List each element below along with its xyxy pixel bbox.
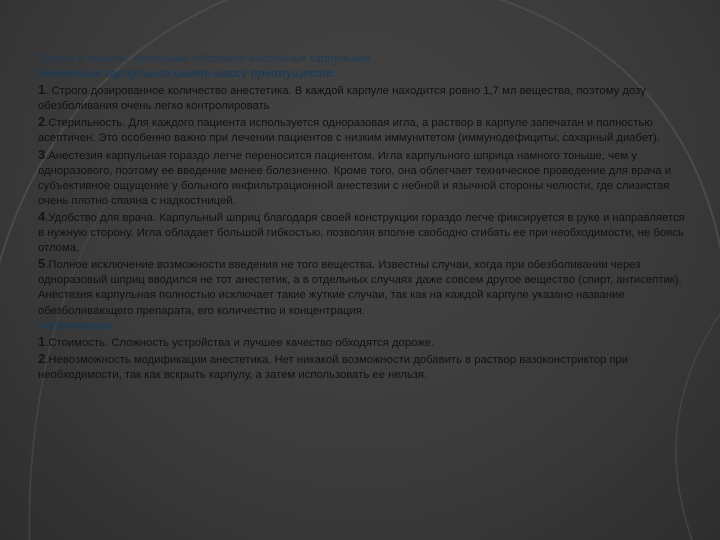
disadvantage-item: [38, 351, 690, 383]
item-text: .Стоимость. Сложность устройства и лучшее качество обходятся дороже.: [45, 336, 435, 349]
advantage-item: [38, 114, 690, 146]
advantage-item: [38, 256, 690, 318]
advantages-list: [38, 82, 690, 318]
item-number: 3: [38, 146, 46, 162]
item-number: 2: [38, 350, 46, 366]
slide-title: Плюсы и минусы, которыми обладает анестезия карпульная: [38, 53, 370, 65]
item-number: 5: [38, 256, 46, 272]
item-number: 1: [38, 333, 46, 349]
item-number: 1: [38, 82, 46, 98]
item-text: .Стерильность. Для каждого пациента используется одноразовая игла, а раствор в карпуле запечатан и полностью асептичен. Это особенно важно при лечении пациентов с низким иммунитетом (иммунодефициты, сахарный диабет).: [38, 117, 660, 145]
item-number: 4: [38, 208, 46, 224]
disadvantage-item: [38, 334, 690, 351]
item-text: .Удобство для врача. Карпульный шприц благодаря своей конструкции гораздо легче фиксируется в руке и направляется в нужную сторону. Игла обладает большой гибкостью, позволяя вполне свободно сгибать ее при необходимости, не боясь отлома.: [38, 211, 685, 255]
item-text: .Полное исключение возможности введения не того вещества. Известны случаи, когда при обезболивании через одноразовый шприц вводился не тот анестетик, а в отдельных случаях даже совсем другое вещество (спирт, антисептик). Анестезия карпульная полностью исключает такие жуткие случаи, так как на каждой карпуле указано название обезболивающего препарата, его количество и концентрация.: [38, 259, 682, 317]
item-text: . Строго дозированное количество анестетика. В каждой карпуле находится ровно 1,7 мл вещества, поэтому дозу обезболивания очень легко контролировать: [38, 85, 646, 113]
advantage-item: [38, 82, 690, 114]
item-number: 2: [38, 114, 46, 130]
item-text: .Невозможность модификации анестетика. Нет никакой возможности добавить в раствор вазоконстриктор при необходимости, так как вскрыть карпулу, а затем использовать ее нельзя.: [38, 353, 629, 381]
slide-content: [38, 52, 690, 383]
advantage-item: [38, 147, 690, 209]
disadvantages-heading: Недостатки:: [38, 319, 116, 332]
advantage-item: [38, 209, 690, 256]
disadvantages-list: [38, 334, 690, 383]
slide-subtitle: Анестезия карпульная имеет массу преимуществ:: [38, 68, 336, 81]
item-text: .Анестезия карпульная гораздо легче переносится пациентом. Игла карпульного шприца намного тоньше, чем у одноразового, поэтому ее введение менее болезненно. Кроме того, она облегчает техническое проведение для врача и субъективное ощущение у больного инфильтрационной анестезии с небной и язычной стороны челюсти, где слизистая очень плотно спаяна с надкостницей.: [38, 149, 672, 207]
